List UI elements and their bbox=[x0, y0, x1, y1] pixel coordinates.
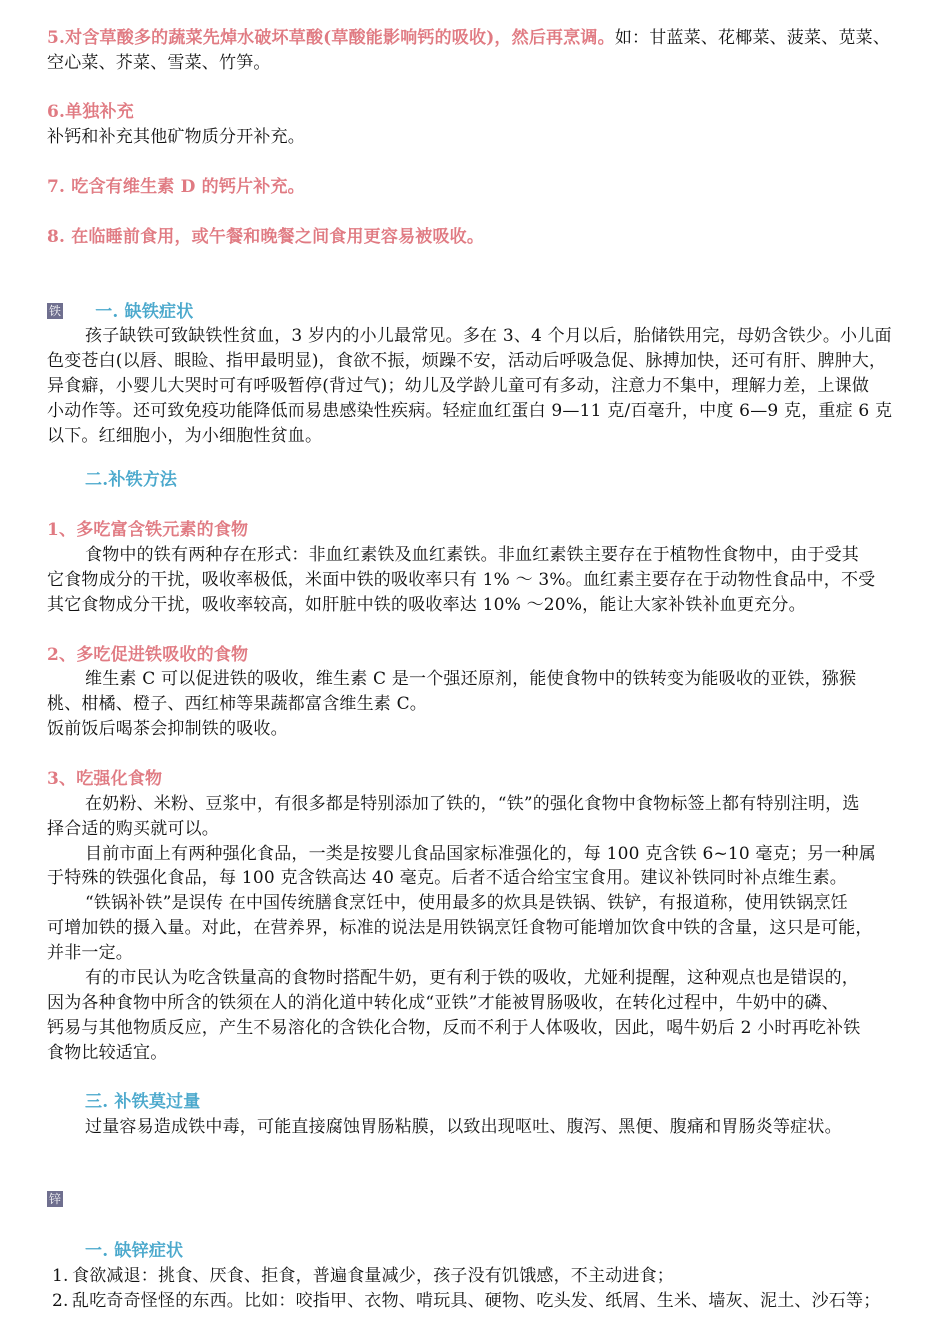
calcium-tip5-tail: 如：甘蓝菜、花椰菜、菠菜、苋菜、 bbox=[614, 28, 891, 48]
zinc-list-item bbox=[52, 1264, 936, 1288]
iron-m2-line: 饭前饭后喝茶会抑制铁的吸收。 bbox=[47, 719, 288, 739]
iron-m3-line: 可增加铁的摄入量。对此，在营养界，标准的说法是用铁锅烹饪食物可能增加饮食中铁的含量，这只是可能， bbox=[47, 918, 873, 938]
iron-m2-title: 2、多吃促进铁吸收的食物 bbox=[47, 645, 249, 665]
iron-sec1-line: 孩子缺铁可致缺铁性贫血，3 岁内的小儿最常见。多在 3、4 个月以后，胎储铁用完，母奶含铁少。小儿面 bbox=[85, 326, 892, 346]
iron-m3-line: 食物比较适宜。 bbox=[47, 1043, 168, 1063]
zinc-sec1-title: 一. 缺锌症状 bbox=[85, 1241, 184, 1261]
calcium-tip5 bbox=[47, 26, 931, 50]
iron-sec1-line: 异食癖，小婴儿大哭时可有呼吸暂停(背过气)；幼儿及学龄儿童可有多动，注意力不集中，理解力差，上课做 bbox=[47, 376, 870, 396]
zinc-header bbox=[47, 1188, 931, 1212]
zinc-list-text: 食欲减退：挑食、厌食、拒食，普遍食量减少，孩子没有饥饿感，不主动进食； bbox=[72, 1266, 674, 1286]
iron-m3-line: 于特殊的铁强化食品，每 100 克含铁高达 40 毫克。后者不适合给宝宝食用。建议补铁同时补点维生素。 bbox=[47, 868, 847, 888]
iron-m3-line: 择合适的购买就可以。 bbox=[47, 819, 219, 839]
iron-sec1-title: 一. 缺铁症状 bbox=[95, 302, 194, 322]
zinc-list-number: 2. bbox=[52, 1291, 69, 1311]
iron-m3-line: 在奶粉、米粉、豆浆中，有很多都是特别添加了铁的，“铁”的强化食物中食物标签上都有特别注明，选 bbox=[85, 794, 860, 814]
iron-sec1-line: 色变苍白(以唇、眼睑、指甲最明显)，食欲不振，烦躁不安，活动后呼吸急促、脉搏加快，还可有肝、脾肿大， bbox=[47, 351, 887, 371]
iron-sec1-line: 小动作等。还可致免疫功能降低而易患感染性疾病。轻症血红蛋白 9—11 克/百毫升，中度 6—9 克，重症 6 克 bbox=[47, 401, 893, 421]
zinc-list-number: 1. bbox=[52, 1266, 69, 1286]
iron-m3-line: 并非一定。 bbox=[47, 943, 133, 963]
iron-header bbox=[47, 300, 931, 324]
iron-m3-line: 钙易与其他物质反应，产生不易溶化的含铁化合物，反而不利于人体吸收，因此，喝牛奶后 2 小时再吃补铁 bbox=[47, 1018, 861, 1038]
iron-m1-title: 1、多吃富含铁元素的食物 bbox=[47, 520, 249, 540]
zinc-tag: 锌 bbox=[49, 1192, 62, 1206]
calcium-tip8: 8. 在临睡前食用，或午餐和晚餐之间食用更容易被吸收。 bbox=[47, 227, 485, 247]
iron-tag: 铁 bbox=[49, 304, 62, 318]
calcium-tip6-title: 6.单独补充 bbox=[47, 102, 134, 122]
calcium-tip5-head: 5.对含草酸多的蔬菜先焯水破坏草酸(草酸能影响钙的吸收)，然后再烹调。 bbox=[47, 28, 615, 48]
iron-m1-line: 其它食物成分干扰，吸收率较高，如肝脏中铁的吸收率达 10% ～20%，能让大家补铁补血更充分。 bbox=[47, 595, 806, 615]
iron-m1-line: 它食物成分的干扰，吸收率极低，米面中铁的吸收率只有 1% ～ 3%。血红素主要存在于动物性食品中，不受 bbox=[47, 570, 876, 590]
iron-sec2-title: 二.补铁方法 bbox=[85, 470, 178, 490]
iron-m3-line: 因为各种食物中所含的铁须在人的消化道中转化成“亚铁”才能被胃肠吸收，在转化过程中，牛奶中的磷、 bbox=[47, 993, 839, 1013]
zinc-list-text: 乱吃奇奇怪怪的东西。比如：咬指甲、衣物、啃玩具、硬物、吃头发、纸屑、生米、墙灰、泥土、沙石等； bbox=[72, 1291, 881, 1311]
calcium-tip5-line2: 空心菜、芥菜、雪菜、竹笋。 bbox=[47, 53, 271, 73]
calcium-tip6-body: 补钙和补充其他矿物质分开补充。 bbox=[47, 127, 305, 147]
iron-sec1-line: 以下。红细胞小，为小细胞性贫血。 bbox=[47, 426, 323, 446]
iron-m2-line: 桃、柑橘、橙子、西红柿等果蔬都富含维生素 C。 bbox=[47, 694, 428, 714]
iron-m3-line: 目前市面上有两种强化食品，一类是按婴儿食品国家标准强化的，每 100 克含铁 6~10 毫克；另一种属 bbox=[85, 844, 876, 864]
iron-m3-line: “铁锅补铁”是误传 在中国传统膳食烹饪中，使用最多的炊具是铁锅、铁铲，有报道称，使用铁锅烹饪 bbox=[85, 893, 848, 913]
iron-sec3-body: 过量容易造成铁中毒，可能直接腐蚀胃肠粘膜，以致出现呕吐、腹泻、黑便、腹痛和胃肠炎等症状。 bbox=[85, 1117, 842, 1137]
iron-m3-title: 3、吃强化食物 bbox=[47, 769, 163, 789]
iron-sec3-title: 三. 补铁莫过量 bbox=[85, 1092, 201, 1112]
iron-m3-line: 有的市民认为吃含铁量高的食物时搭配牛奶，更有利于铁的吸收，尤娅利提醒，这种观点也是错误的， bbox=[85, 968, 859, 988]
calcium-tip7: 7. 吃含有维生素 D 的钙片补充。 bbox=[47, 177, 305, 197]
zinc-list-item bbox=[52, 1289, 936, 1313]
iron-m2-line: 维生素 C 可以促进铁的吸收，维生素 C 是一个强还原剂，能使食物中的铁转变为能吸收的亚铁，猕猴 bbox=[85, 669, 857, 689]
iron-m1-line: 食物中的铁有两种存在形式：非血红素铁及血红素铁。非血红素铁主要存在于植物性食物中，由于受其 bbox=[85, 545, 859, 565]
